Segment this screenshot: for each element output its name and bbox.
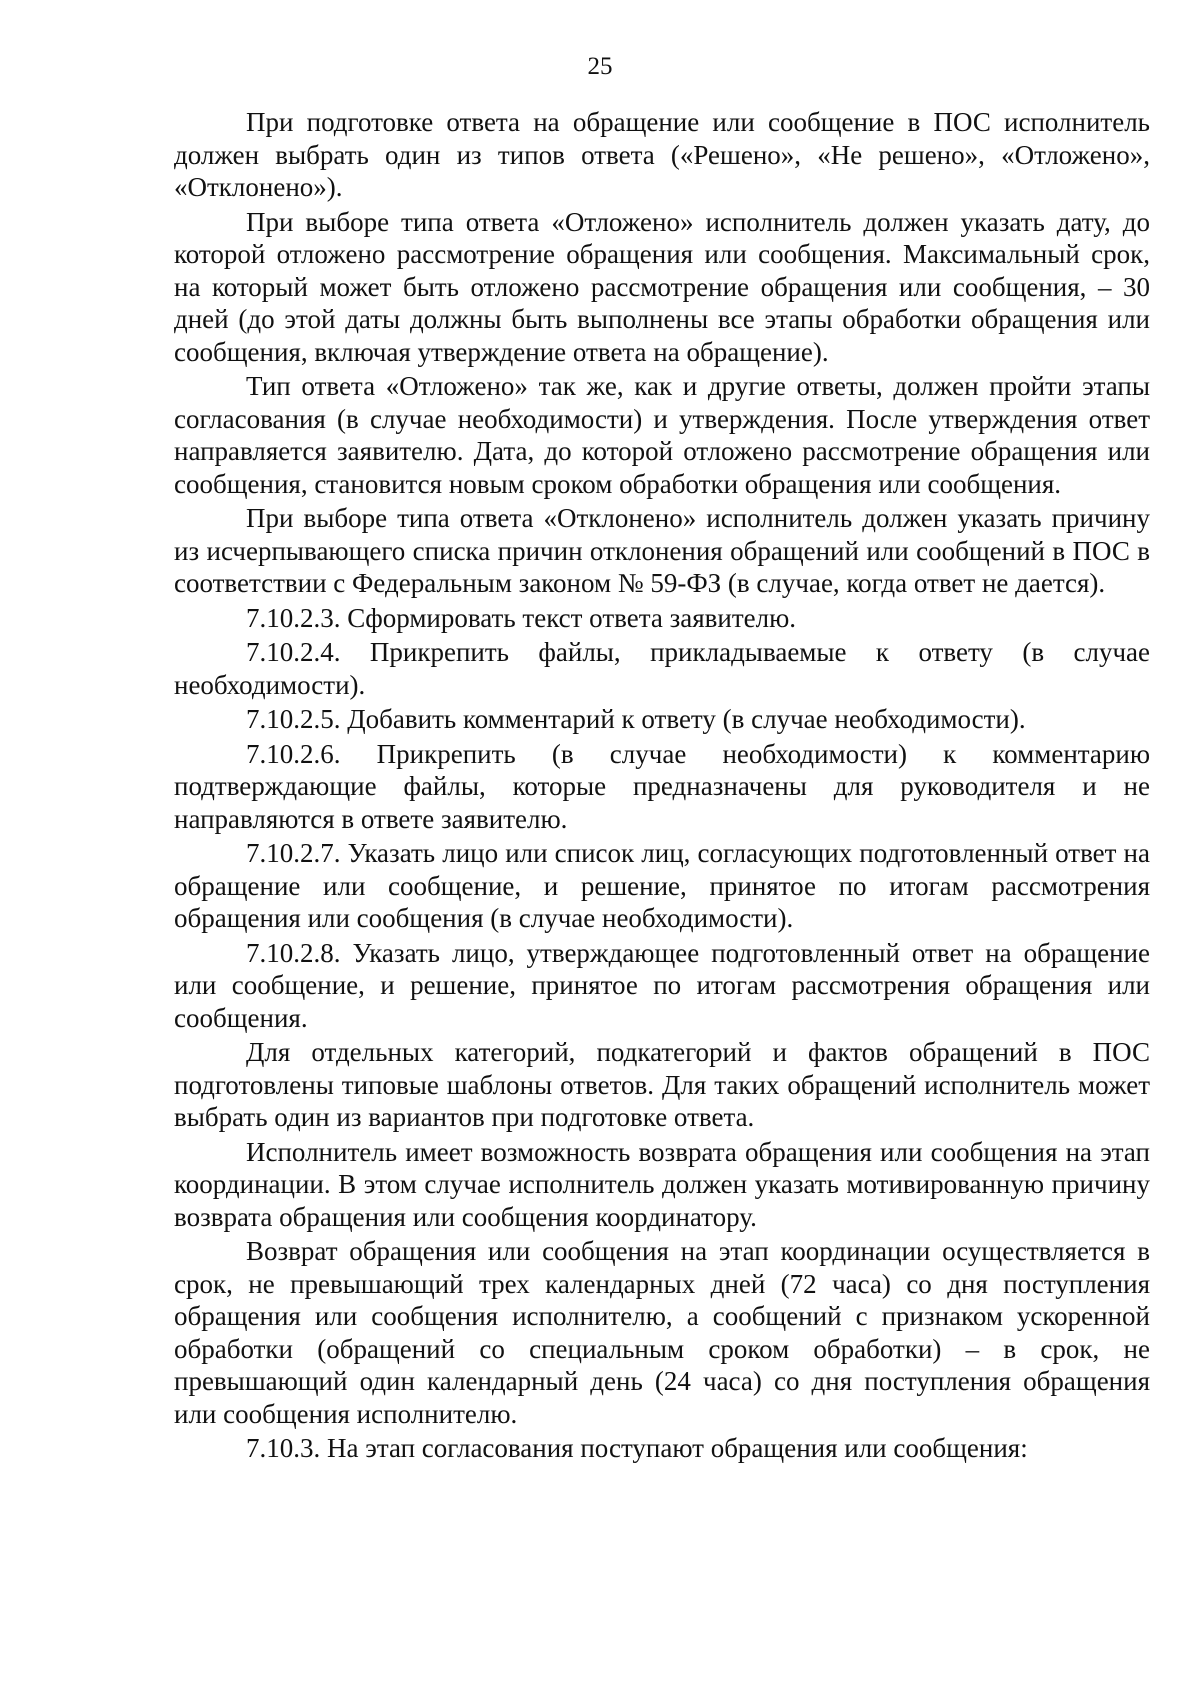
page-number: 25 xyxy=(587,53,613,80)
item-7-10-3: 7.10.3. На этап согласования поступают обращения или сообщения: xyxy=(246,1433,1028,1463)
paragraph-templates: Для отдельных категорий, подкатегорий и фактов обращений в ПОС подготовлены типовые шаблоны ответов. Для таких обращений исполнитель может выбрать один из вариантов при подготовке ответа. xyxy=(174,1037,1150,1132)
paragraph-return-to-coordination: Исполнитель имеет возможность возврата обращения или сообщения на этап координации. В этом случае исполнитель должен указать мотивированную причину возврата обращения или сообщения координатору. xyxy=(174,1136,1150,1232)
item-7-10-2-7: 7.10.2.7. Указать лицо или список лиц, согласующих подготовленный ответ на обращение или сообщение, и решение, принятое по итогам рассмотрения обращения или сообщения (в случае необходимости). xyxy=(174,838,1150,933)
paragraph-return-deadline: Возврат обращения или сообщения на этап координации осуществляется в срок, не превышающий трех календарных дней (72 часа) со дня поступления обращения или сообщения исполнителю, а сообщений с признаком ускоренной обработки (обращений со специальным сроком обработки) – в срок, не превышающий один календарный день (24 часа) со дня поступления обращения или сообщения исполнителю. xyxy=(174,1236,1150,1429)
item-7-10-2-8: 7.10.2.8. Указать лицо, утверждающее подготовленный ответ на обращение или сообщение, и решение, принятое по итогам рассмотрения обращения или сообщения. xyxy=(174,937,1150,1033)
item-7-10-2-3: 7.10.2.3. Сформировать текст ответа заявителю. xyxy=(246,602,797,633)
paragraph-rejected: При выборе типа ответа «Отклонено» исполнитель должен указать причину из исчерпывающего списка причин отклонения обращений или сообщений в ПОС в соответствии с Федеральным законом № 59-ФЗ (в случае, когда ответ не дается). xyxy=(174,503,1150,598)
item-7-10-2-5: 7.10.2.5. Добавить комментарий к ответу (в случае необходимости). xyxy=(246,704,1026,734)
item-7-10-2-4: 7.10.2.4. Прикрепить файлы, прикладываемые к ответу (в случае необходимости). xyxy=(174,637,1150,700)
document-body xyxy=(174,106,1150,1465)
paragraph-postponed: При выборе типа ответа «Отложено» исполнитель должен указать дату, до которой отложено рассмотрение обращения или сообщения. Максимальный срок, на который может быть отложено рассмотрение обращения или сообщения, – 30 дней (до этой даты должны быть выполнены все этапы обработки обращения или сообщения, включая утверждение ответа на обращение). xyxy=(174,206,1150,367)
paragraph-response-types: При подготовке ответа на обращение или сообщение в ПОС исполнитель должен выбрать один из типов ответа («Решено», «Не решено», «Отложено», «Отклонено»). xyxy=(174,107,1150,202)
item-7-10-2-6: 7.10.2.6. Прикрепить (в случае необходимости) к комментарию подтверждающие файлы, которые предназначены для руководителя и не направляются в ответе заявителю. xyxy=(174,738,1150,834)
paragraph-postponed-approval: Тип ответа «Отложено» так же, как и другие ответы, должен пройти этапы согласования (в случае необходимости) и утверждения. После утверждения ответ направляется заявителю. Дата, до которой отложено рассмотрение обращения или сообщения, становится новым сроком обработки обращения или сообщения. xyxy=(174,371,1150,499)
